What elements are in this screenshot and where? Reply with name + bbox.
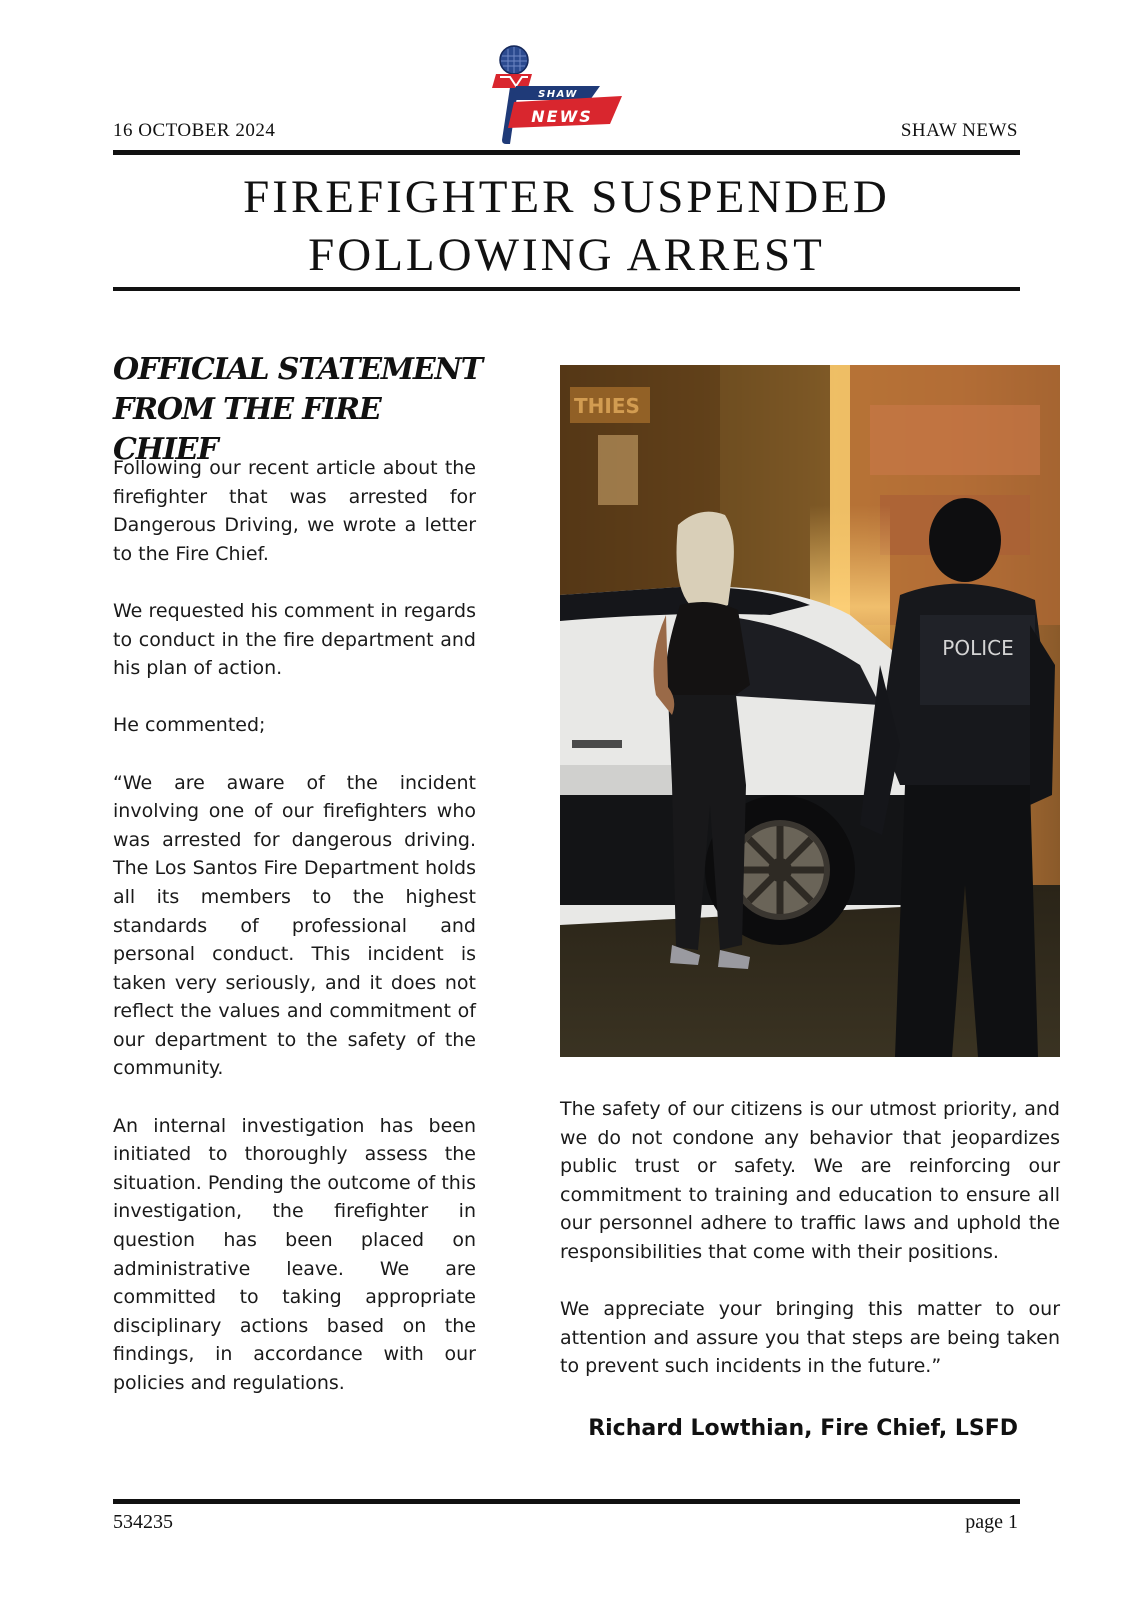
subheading-line-2: FROM THE FIRE CHIEF bbox=[113, 392, 381, 467]
header-bottom-rule bbox=[113, 287, 1020, 291]
paragraph: An internal investigation has been initiated to thoroughly assess the situation. Pending the outcome of this investigation, the firefighter in question has been placed on administrative leave. We are committed to taking appropriate disciplinary actions based on the findings, in accordance with our policies and regulations. bbox=[113, 1114, 476, 1394]
subheading bbox=[113, 350, 493, 470]
arrest-photo bbox=[560, 365, 1060, 1057]
paragraph: He commented; bbox=[113, 714, 266, 737]
logo-top-word: SHAW bbox=[538, 89, 578, 100]
paragraph: The safety of our citizens is our utmost priority, and we do not condone any behavior that jeopardizes public trust or safety. We are reinforcing our commitment to training and education to ensure all our personnel adhere to traffic laws and uphold the responsibilities that come with their positions. bbox=[560, 1098, 1060, 1263]
logo-bottom-word: NEWS bbox=[531, 107, 593, 126]
paragraph: We requested his comment in regards to conduct in the fire department and his plan of action. bbox=[113, 599, 476, 680]
storefront-sign: THIES bbox=[574, 394, 640, 418]
paragraph: “We are aware of the incident involving one of our firefighters who was arrested for dangerous driving. The Los Santos Fire Department holds all its members to the highest standards of professional and personal conduct. This incident is taken very seriously, and it does not reflect the values and commitment of our department to the safety of the community. bbox=[113, 771, 476, 1080]
header-top-rule bbox=[113, 150, 1020, 155]
right-column bbox=[560, 1095, 1060, 1381]
footer-id: 534235 bbox=[113, 1511, 173, 1533]
signature-line: Richard Lowthian, Fire Chief, LSFD bbox=[588, 1416, 1018, 1441]
police-vest-label: POLICE bbox=[942, 636, 1014, 660]
headline bbox=[113, 168, 1020, 284]
paragraph: Following our recent article about the firefighter that was arrested for Dangerous Driving, we wrote a letter to the Fire Chief. bbox=[113, 457, 476, 565]
paragraph: We appreciate your bringing this matter to our attention and assure you that steps are being taken to prevent such incidents in the future.” bbox=[560, 1298, 1060, 1378]
shaw-news-logo bbox=[488, 44, 638, 148]
issue-date: 16 OCTOBER 2024 bbox=[113, 120, 276, 141]
left-column bbox=[113, 454, 476, 1398]
publication-name: SHAW NEWS bbox=[900, 120, 1018, 141]
subheading-line-1: OFFICIAL STATEMENT bbox=[113, 352, 482, 387]
headline-line-2: FOLLOWING ARREST bbox=[308, 229, 825, 281]
page-number: page 1 bbox=[965, 1511, 1018, 1533]
headline-line-1: FIREFIGHTER SUSPENDED bbox=[243, 171, 890, 223]
footer-rule bbox=[113, 1499, 1020, 1504]
